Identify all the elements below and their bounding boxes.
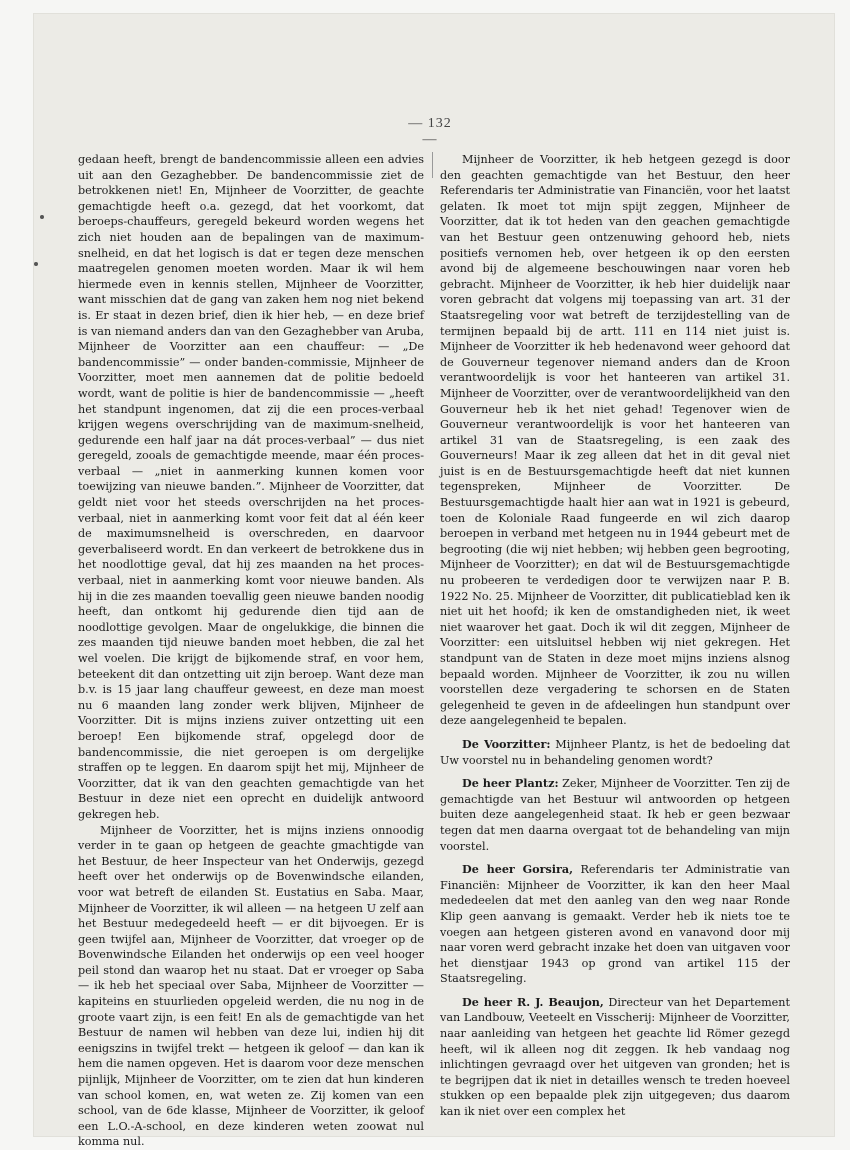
speech-text: Referendaris ter Administratie van Financiën: Mijnheer de Voorzitter, ik kan den heer Maal mededeelen dat met den aanleg van den weg naar Ronde Klip geen aanvang is gemaakt. Verder heb ik niets toe te voegen aan hetgeen gisteren avond en vanavond door mij naar voren werd gebracht inzake het doen van uitgaven voor het dienstjaar 1943 op grond van artikel 115 der Staatsregeling. — [440, 863, 790, 986]
speaker-name: De heer R. J. Beaujon, — [462, 994, 604, 1009]
right-column — [440, 152, 790, 1120]
margin-mark — [40, 215, 44, 219]
speech-paragraph — [440, 862, 790, 987]
left-column — [78, 152, 424, 1150]
paragraph — [440, 152, 790, 729]
paragraph: gedaan heeft, brengt de bandencommissie alleen een advies uit aan den Gezaghebber. De bandencommissie ziet de betrokkenen niet! En, Mijnheer de Voorzitter, de geachte gemachtigde heeft o.a. gezegd, dat het voorkomt, dat beroeps-chauffeurs, geregeld bekeurd worden wegens het zich niet houden aan de bepalingen van de maximum-snelheid, en dat het logisch is dat er tegen deze menschen maatregelen genomen moeten worden. Maar ik wil hem hiermede even in kennis stellen, Mijnheer de Voorzitter, want misschien dat de gang van zaken hem nog niet bekend is. Er staat in dezen brief, dien ik hier heb, — en deze brief is van niemand anders dan van den Gezaghebber van Aruba, Mijnheer de Voorzitter aan een chauffeur: — „De bandencommissie” — onder banden-commissie, Mijnheer de Voorzitter, moet men aannemen dat de politie bedoeld wordt, want de politie is hier de bandencommissie — „heeft het standpunt ingenomen, dat zij die een proces-verbaal krijgen wegens overschrijding van de maximum-snelheid, gedurende een half jaar na dát proces-verbaal” — dus niet geregeld, zooals de gemachtigde meende, maar één proces-verbaal — „niet in aanmerking kunnen komen voor toewijzing van nieuwe banden.”. Mijnheer de Voorzitter, dat geldt niet voor het steeds overschrijden na het proces-verbaal, niet in aanmerking komt voor feit dat al één keer de maximumsnelheid is overschreden, en daarvoor geverbaliseerd wordt. En dan verkeert de betrokkene dus in het noodlottige geval, dat hij zes maanden na het proces-verbaal, niet in aanmerking komt voor nieuwe banden. Als hij in die zes maanden toevallig geen nieuwe banden noodig heeft, dan ontkomt hij gedurende dien tijd aan de noodlottige gevolgen. Maar de ongelukkige, die binnen die zes maanden tijd nieuwe banden moet hebben, die zal het wel voelen. Die krijgt de bijkomende straf, en voor hem, beteekent dit dan ontzetting uit zijn beroep. Want deze man b.v. is 15 jaar lang chauffeur geweest, en deze man moest nu 6 maanden lang zonder werk blijven, Mijnheer de Voorzitter. Dit is mijns inziens zuiver ontzetting uit een beroep! Een bijkomende straf, opgelegd door de bandencommissie, die niet geroepen is om dergelijke straffen op te leggen. En daarom spijt het mij, Mijnheer de Voorzitter, dat ik van den geachten gemachtigde van het Bestuur in deze niet een oprecht en duidelijk antwoord gekregen heb. — [78, 153, 424, 821]
speech-text: Zeker, Mijnheer de Voorzitter. Ten zij de gemachtigde van het Bestuur wil antwoorden op hetgeen buiten deze aangelegenheid staat. Ik heb er geen bezwaar tegen dat men daarna overgaat tot de behandeling van mijn voorstel. — [440, 777, 790, 853]
speech-text: Directeur van het Departement van Landbouw, Veeteelt en Visscherij: Mijnheer de Voorzitter, naar aanleiding van hetgeen het geachte lid Römer gezegd heeft, wil ik alleen nog dit zeggen. Ik heb vandaag nog inlichtingen gevraagd over het uitgeven van gronden; het is te begrijpen dat ik niet in detailles wensch te treden hoeveel stukken op een bepaalde plek zijn uitgegeven; dus daarom kan ik niet over een complex het — [440, 995, 790, 1119]
margin-mark — [34, 262, 38, 266]
speech-text: Mijnheer Plantz, is het de bedoeling dat Uw voorstel nu in behandeling genomen wordt? — [440, 737, 790, 767]
speech-paragraph — [440, 737, 790, 768]
speech-paragraph — [440, 776, 790, 854]
speech-paragraph — [440, 995, 790, 1120]
paragraph: Mijnheer de Voorzitter, het is mijns inziens onnoodig verder in te gaan op hetgeen de geachte gmachtigde van het Bestuur, de heer Inspecteur van het Onderwijs, gezegd heeft over het onderwijs op de Bovenwindsche eilanden, voor wat betreft de eilanden St. Eustatius en Saba. Maar, Mijnheer de Voorzitter, ik wil alleen — na hetgeen U zelf aan het Bestuur medegedeeld heeft — er dit bijvoegen. Er is geen twijfel aan, Mijnheer de Voorzitter, dat vroeger op de Bovenwindsche Eilanden het onderwijs op een veel hooger peil stond dan waarop het nu staat. Dat er vroeger op Saba — ik heb het speciaal over Saba, Mijnheer de Voorzitter — kapiteins en stuurlieden opgeleid werden, die nu nog in de groote vaart zijn, is een feit! En als de gemachtigde van het Bestuur de namen wil hebben van deze lui, indien hij dit eenigszins in twijfel trekt — hetgeen ik geloof — dan kan ik hem die namen opgeven. Het is daarom voor deze menschen pijnlijk, Mijnheer de Voorzitter, om te zien dat hun kinderen van school komen, en, wat weten ze. Zij komen van een school, van de 6de klasse, Mijnheer de Voorzitter, ik geloof een L.O.-A-school, en deze kinderen weten zoowat nul komma nul. — [78, 823, 424, 1149]
speaker-name: De heer Gorsira, — [462, 862, 574, 877]
speaker-name: De Voorzitter: — [462, 736, 551, 751]
page-number: — 132 — — [408, 116, 452, 147]
speaker-name: De heer Plantz: — [462, 776, 559, 791]
paragraph-text: Mijnheer de Voorzitter, ik heb hetgeen gezegd is door den geachten gemachtigde van het Bestuur, den heer Referendaris ter Administratie van Financiën, voor het laatst gelaten. Ik moet tot mijn spijt zeggen, Mijnheer de Voorzitter, dat ik tot heden van den geachen gemachtigde van het Bestuur geen ontzenuwing gehoord heb, niets positiefs vernomen heb, over hetgeen ik op den eersten avond bij de algemeene beschouwingen naar voren heb gebracht. Mijnheer de Voorzitter, ik heb hier duidelijk naar voren gebracht dat volgens mij toepassing van art. 31 der Staatsregeling voor wat betreft de terzijdestelling van de termijnen bepaald bij de artt. 111 en 114 niet juist is. Mijnheer de Voorzitter ik heb hedenavond weer gehoord dat de Gouverneur tegenover niemand anders dan de Kroon verantwoordelijk is voor het hanteeren van artikel 31. Mijnheer de Voorzitter, over de verantwoordelijkheid van den Gouverneur heb ik het niet gehad! Tegenover wien de Gouverneur verantwoordelijk is voor het hanteeren van artikel 31 van de Staatsregeling, is een zaak des Gouverneurs! Maar ik zeg alleen dat het in dit geval niet juist is en de Bestuursgemachtigde heeft dat niet kunnen tegenspreken, Mijnheer de Voorzitter. De Bestuursgemachtigde haalt hier aan wat in 1921 is gebeurd, toen de Koloniale Raad fungeerde en wil zich daarop beroepen in verband met hetgeen nu in 1944 gebeurt met de begrooting (die wij niet hebben; wij hebben geen begrooting, Mijnheer de Voorzitter); en dat wil de Bestuursgemachtigde nu probeeren te verdedigen door te verwijzen naar P. B. 1922 No. 25. Mijnheer de Voorzitter, dit publicatieblad ken ik niet uit het hoofd; ik ken de omstandigheden niet, ik weet niet waarover het gaat. Doch ik wil dit zeggen, Mijnheer de Voorzitter: een uitsluitsel hebben wij niet gekregen. Het standpunt van de Staten in deze moet mijns inziens alsnog bepaald worden. Mijnheer de Voorzitter, ik zou nu willen voorstellen deze vergadering te schorsen en de Staten gelegenheid te geven in de afdeelingen hun standpunt over deze aangelegenheid te bepalen. — [440, 153, 790, 728]
column-divider — [432, 152, 433, 178]
